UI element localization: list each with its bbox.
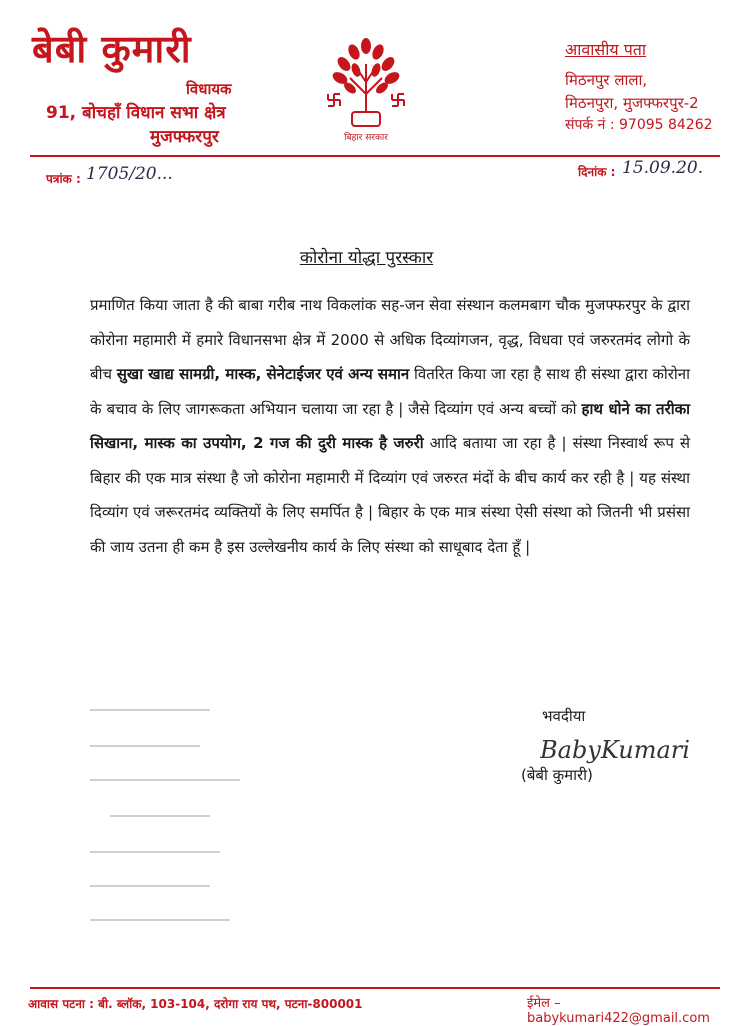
body-text-1: प्रमाणित किया जाता है की बाबा गरीब नाथ विकलांक सह-जन सेवा संस्थान कलमबाग चौक मुजफ्फरपुर के द्वारा कोरोना महामारी में हमारे विधानसभा क्षेत्र में 2000 से अधिक दिव्यांगजन, वृद्ध, विधवा एवं जरुरतमंद लोगो के बीच bbox=[90, 296, 690, 383]
footer-divider bbox=[30, 987, 720, 989]
body-bold-2: हाथ धोने का तरीका सिखाना, मास्क का उपयोग, 2 गज की दुरी मास्क है जरुरी bbox=[90, 399, 690, 452]
header-divider bbox=[30, 155, 720, 157]
date-value: 15.09.20. bbox=[622, 158, 704, 178]
handwritten-signature bbox=[540, 732, 690, 768]
body-text-3: आदि बताया जा रहा है | संस्था निस्वार्थ रूप से बिहार की एक मात्र संस्था है जो कोरोना महामारी में दिव्यांग एवं जरुरत मंदों के बीच कार्य कर रही है | यह संस्था दिव्यांग एवं जरूरतमंद व्यक्तियों के लिए समर्पित है | बिहार के एक मात्र संस्था ऐसी संस्था को जितनी भी प्रसंसा की जाय उतना ही कम है इस उल्लेखनीय कार्य के लिए संस्था को साधूबाद देता हूँ | bbox=[90, 434, 690, 556]
svg-text:BabyKumari: BabyKumari bbox=[540, 736, 690, 764]
reference-number: 1705/20... bbox=[86, 164, 173, 184]
mla-post: विधायक bbox=[186, 80, 232, 98]
closing-word: भवदीया bbox=[542, 707, 586, 725]
residence-title: आवासीय पता bbox=[565, 40, 647, 59]
letter-title-wrap bbox=[0, 245, 733, 268]
body-bold-1: सुखा खाद्य सामग्री, मास्क, सेनेटाईजर एवं अन्य समान bbox=[116, 365, 410, 383]
bleed-through-marks bbox=[80, 700, 280, 950]
contact-number: संपर्क नं : 97095 84262 bbox=[565, 117, 713, 133]
reference-label: पत्रांक : bbox=[46, 172, 81, 186]
residence-line-1: मिठनपुर लाला, bbox=[565, 71, 648, 89]
letter-body bbox=[90, 288, 690, 564]
mla-name: बेबी कुमारी bbox=[32, 27, 192, 71]
signatory-name: (बेबी कुमारी) bbox=[521, 766, 593, 784]
body-text-2: वितरित किया जा रहा है साथ ही संस्था द्वारा कोरोना के बचाव के लिए जागरूकता अभियान चलाया जा रहा है | जैसे दिव्यांग एवं अन्य बच्चों को bbox=[90, 365, 690, 418]
logo-caption: बिहार सरकार bbox=[344, 133, 388, 143]
email-address: ईमेल – babykumari422@gmail.com bbox=[527, 996, 710, 1026]
district: मुजफ्फरपुर bbox=[150, 127, 219, 147]
letter-title: कोरोना योद्धा पुरस्कार bbox=[299, 248, 434, 268]
constituency: 91, बोचहाँ विधान सभा क्षेत्र bbox=[46, 103, 226, 123]
residence-line-2: मिठनपुरा, मुजफ्फरपुर-2 bbox=[565, 94, 699, 112]
date-label: दिनांक : bbox=[578, 165, 616, 179]
patna-address: आवास पटना : बी. ब्लॉक, 103-104, दरोगा राय पथ, पटना-800001 bbox=[28, 997, 363, 1011]
bihar-emblem-logo bbox=[322, 34, 410, 146]
